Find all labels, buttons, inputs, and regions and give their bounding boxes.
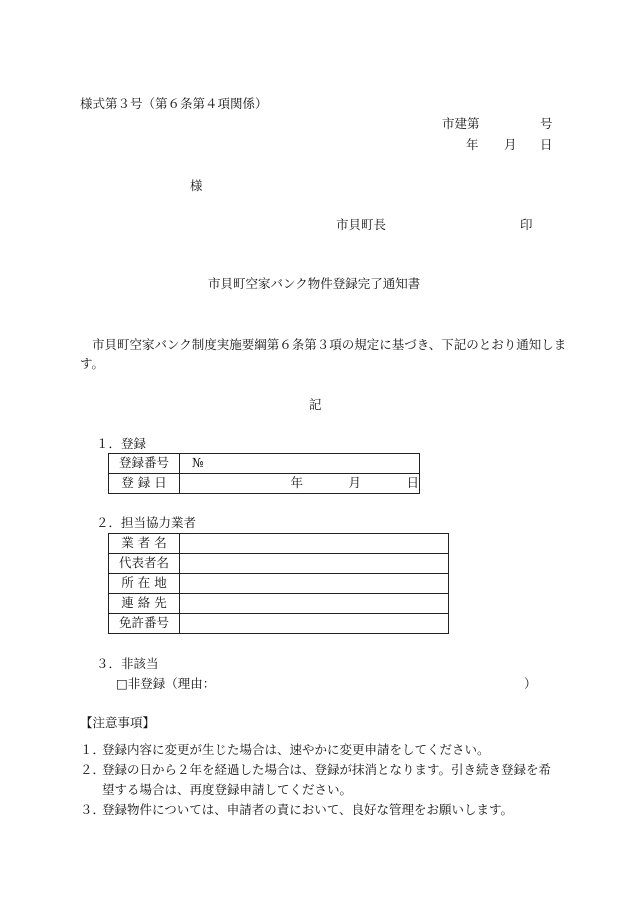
numero-mark: № [192, 455, 204, 471]
contact-field[interactable] [180, 594, 449, 614]
registration-date-day: 日 [406, 475, 419, 491]
representative-field[interactable] [180, 554, 449, 574]
header-date-month: 月 [504, 137, 517, 152]
note-number: ３． [80, 802, 106, 817]
representative-label: 代表者名 [109, 554, 180, 574]
note-text: 登録物件については、申請者の責において、良好な管理をお願いします。 [102, 802, 514, 817]
list-item [80, 760, 560, 800]
license-number-label: 免許番号 [109, 614, 180, 634]
table-row [109, 454, 420, 474]
partner-table [108, 533, 449, 634]
notes-list [80, 740, 560, 820]
notes-heading: 【注意事項】 [80, 715, 156, 730]
registration-number-label: 登録番号 [109, 454, 180, 474]
ki-label: 記 [309, 397, 322, 412]
section-partner-heading: ２．担当協力業者 [96, 515, 197, 530]
document-title: 市貝町空家バンク物件登録完了通知書 [208, 276, 421, 291]
note-number: １． [80, 742, 106, 757]
company-name-field[interactable] [180, 534, 449, 554]
table-row [109, 474, 420, 494]
registration-date-year: 年 [290, 475, 303, 491]
registration-date-field[interactable] [180, 474, 420, 494]
reason-close-paren: ） [524, 676, 537, 691]
table-row [109, 554, 449, 574]
registration-date-label: 登 録 日 [109, 474, 180, 494]
addressee-suffix: 様 [190, 178, 203, 193]
body-text-line-1: 市貝町空家バンク制度実施要綱第６条第３項の規定に基づき、下記のとおり通知しま [92, 337, 567, 352]
registration-table [108, 453, 420, 494]
registration-number-field[interactable] [180, 454, 420, 474]
header-date-year: 年 [466, 137, 479, 152]
table-row [109, 534, 449, 554]
body-text-line-2: す。 [80, 356, 105, 371]
contact-label: 連 絡 先 [109, 594, 180, 614]
company-name-label: 業 者 名 [109, 534, 180, 554]
table-row [109, 574, 449, 594]
note-text: 登録内容に変更が生じた場合は、速やかに変更申請をしてください。 [102, 742, 490, 757]
address-label: 所 在 地 [109, 574, 180, 594]
note-text: 登録の日から２年を経過した場合は、登録が抹消となります。引き続き登録を希望する場合は、再度登録申請してください。 [102, 762, 552, 797]
list-item [80, 800, 560, 820]
section-registration-heading: １．登録 [96, 436, 147, 451]
form-number: 様式第３号（第６条第４項関係） [80, 96, 268, 111]
list-item [80, 740, 560, 760]
address-field[interactable] [180, 574, 449, 594]
section-not-applicable-heading: ３．非該当 [96, 656, 159, 671]
registration-date-month: 月 [348, 475, 361, 491]
non-registration-checkbox-label[interactable]: □非登録（理由： [116, 676, 216, 691]
table-row [109, 614, 449, 634]
note-number: ２． [80, 762, 106, 777]
document-number-suffix: 号 [540, 116, 553, 131]
seal-mark: 印 [520, 217, 533, 232]
document-number-prefix: 市建第 [442, 116, 480, 131]
header-date-day: 日 [540, 137, 553, 152]
license-number-field[interactable] [180, 614, 449, 634]
table-row [109, 594, 449, 614]
issuer-title: 市貝町長 [336, 217, 387, 232]
